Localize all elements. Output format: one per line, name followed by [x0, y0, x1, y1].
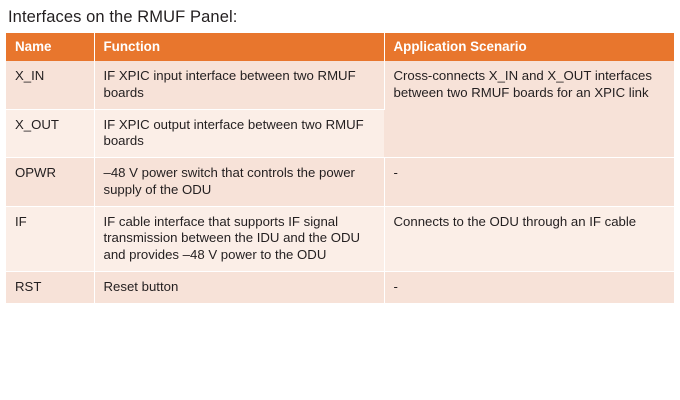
table-header-row: [6, 33, 674, 61]
cell-name: X_OUT: [6, 109, 94, 158]
table-row: [6, 206, 674, 271]
cell-function: Reset button: [94, 271, 384, 303]
column-header-name: Name: [6, 33, 94, 61]
cell-application: Connects to the ODU through an IF cable: [384, 206, 674, 271]
cell-application: -: [384, 271, 674, 303]
cell-function: IF XPIC output interface between two RMUF boards: [94, 109, 384, 158]
table-row: [6, 158, 674, 207]
column-header-application: Application Scenario: [384, 33, 674, 61]
cell-name: RST: [6, 271, 94, 303]
table-row: [6, 271, 674, 303]
table-body: [6, 61, 674, 303]
cell-application: Cross-connects X_IN and X_OUT interfaces between two RMUF boards for an XPIC link: [384, 61, 674, 158]
cell-application: -: [384, 158, 674, 207]
table-header: [6, 33, 674, 61]
cell-name: X_IN: [6, 61, 94, 109]
cell-function: IF XPIC input interface between two RMUF boards: [94, 61, 384, 109]
cell-function: IF cable interface that supports IF signal transmission between the IDU and the ODU and provides –48 V power to the ODU: [94, 206, 384, 271]
cell-function: –48 V power switch that controls the power supply of the ODU: [94, 158, 384, 207]
column-header-function: Function: [94, 33, 384, 61]
interfaces-table: [6, 33, 674, 304]
cell-name: OPWR: [6, 158, 94, 207]
cell-name: IF: [6, 206, 94, 271]
table-row: [6, 61, 674, 109]
page-title: Interfaces on the RMUF Panel:: [8, 8, 238, 26]
